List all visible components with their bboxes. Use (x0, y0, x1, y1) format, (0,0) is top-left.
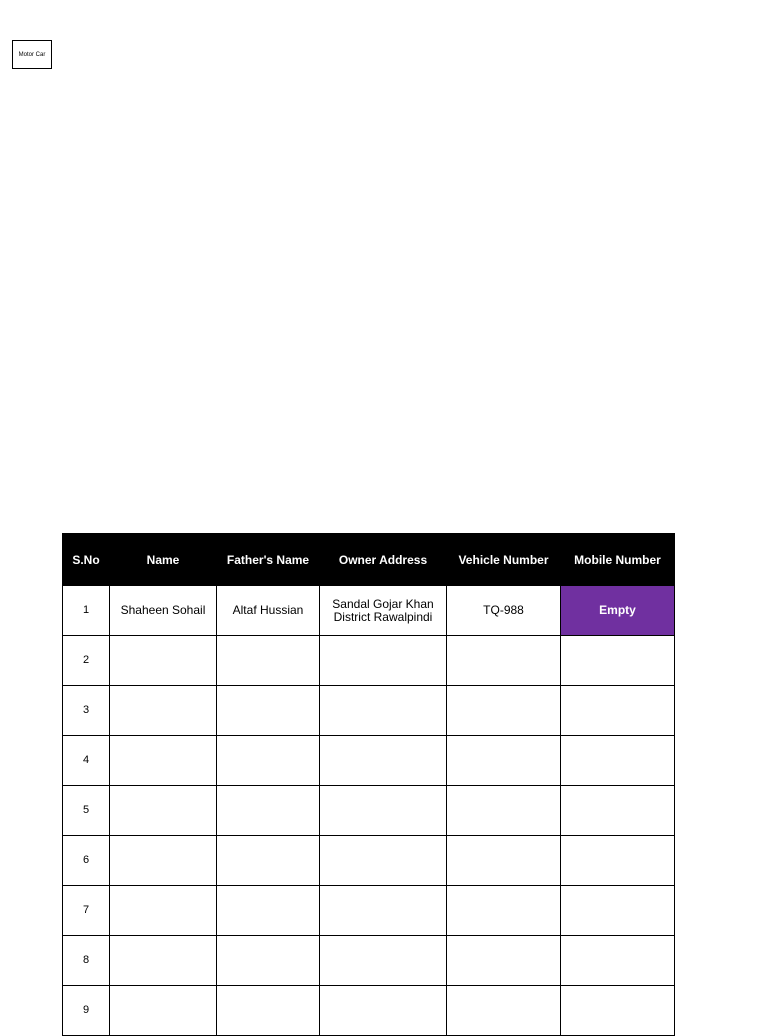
table-row (63, 986, 675, 1036)
vehicle-owner-table-container (62, 533, 675, 1036)
cell-sno: 2 (63, 636, 110, 686)
cell-father-name (217, 686, 320, 736)
vehicle-owner-table (62, 533, 675, 1036)
cell-vehicle-number (447, 986, 561, 1036)
cell-mobile-number (561, 636, 675, 686)
cell-vehicle-number (447, 886, 561, 936)
cell-father-name (217, 886, 320, 936)
cell-owner-address (320, 886, 447, 936)
cell-mobile-number (561, 736, 675, 786)
table-row (63, 686, 675, 736)
cell-vehicle-number (447, 636, 561, 686)
cell-father-name (217, 636, 320, 686)
cell-name (110, 836, 217, 886)
cell-sno: 8 (63, 936, 110, 986)
table-row (63, 586, 675, 636)
table-row (63, 786, 675, 836)
cell-sno: 9 (63, 986, 110, 1036)
header-mobile-number: Mobile Number (561, 534, 675, 586)
cell-father-name: Altaf Hussian (217, 586, 320, 636)
cell-vehicle-number (447, 686, 561, 736)
cell-mobile-number (561, 886, 675, 936)
cell-name (110, 786, 217, 836)
cell-sno: 4 (63, 736, 110, 786)
cell-owner-address (320, 836, 447, 886)
cell-sno: 6 (63, 836, 110, 886)
cell-owner-address (320, 686, 447, 736)
header-name: Name (110, 534, 217, 586)
table-row (63, 836, 675, 886)
cell-mobile-number (561, 786, 675, 836)
cell-owner-address (320, 986, 447, 1036)
cell-name (110, 936, 217, 986)
cell-name: Shaheen Sohail (110, 586, 217, 636)
cell-name (110, 686, 217, 736)
cell-father-name (217, 786, 320, 836)
cell-sno: 5 (63, 786, 110, 836)
cell-vehicle-number (447, 936, 561, 986)
address-line-2: District Rawalpindi (333, 609, 433, 624)
cell-name (110, 636, 217, 686)
cell-owner-address (320, 636, 447, 686)
cell-vehicle-number (447, 786, 561, 836)
cell-owner-address (320, 786, 447, 836)
motor-car-label: Motor Car (18, 51, 46, 58)
cell-owner-address (320, 586, 447, 636)
cell-father-name (217, 986, 320, 1036)
table-row (63, 936, 675, 986)
cell-vehicle-number: TQ-988 (447, 586, 561, 636)
header-sno: S.No (63, 534, 110, 586)
table-row (63, 736, 675, 786)
header-vehicle-number: Vehicle Number (447, 534, 561, 586)
cell-mobile-number (561, 836, 675, 886)
motor-car-label-box (12, 40, 52, 69)
cell-sno: 1 (63, 586, 110, 636)
cell-father-name (217, 836, 320, 886)
table-row (63, 886, 675, 936)
cell-father-name (217, 936, 320, 986)
header-father-name: Father's Name (217, 534, 320, 586)
header-owner-address: Owner Address (320, 534, 447, 586)
cell-vehicle-number (447, 836, 561, 886)
cell-father-name (217, 736, 320, 786)
cell-owner-address (320, 936, 447, 986)
cell-mobile-number (561, 986, 675, 1036)
address-line-1: Sandal Gojar Khan (332, 596, 434, 611)
table-row (63, 636, 675, 686)
cell-owner-address (320, 736, 447, 786)
cell-name (110, 986, 217, 1036)
table-header-row (63, 534, 675, 586)
cell-name (110, 886, 217, 936)
cell-name (110, 736, 217, 786)
cell-sno: 3 (63, 686, 110, 736)
cell-mobile-number: Empty (561, 586, 675, 636)
cell-mobile-number (561, 936, 675, 986)
cell-sno: 7 (63, 886, 110, 936)
cell-vehicle-number (447, 736, 561, 786)
cell-mobile-number (561, 686, 675, 736)
